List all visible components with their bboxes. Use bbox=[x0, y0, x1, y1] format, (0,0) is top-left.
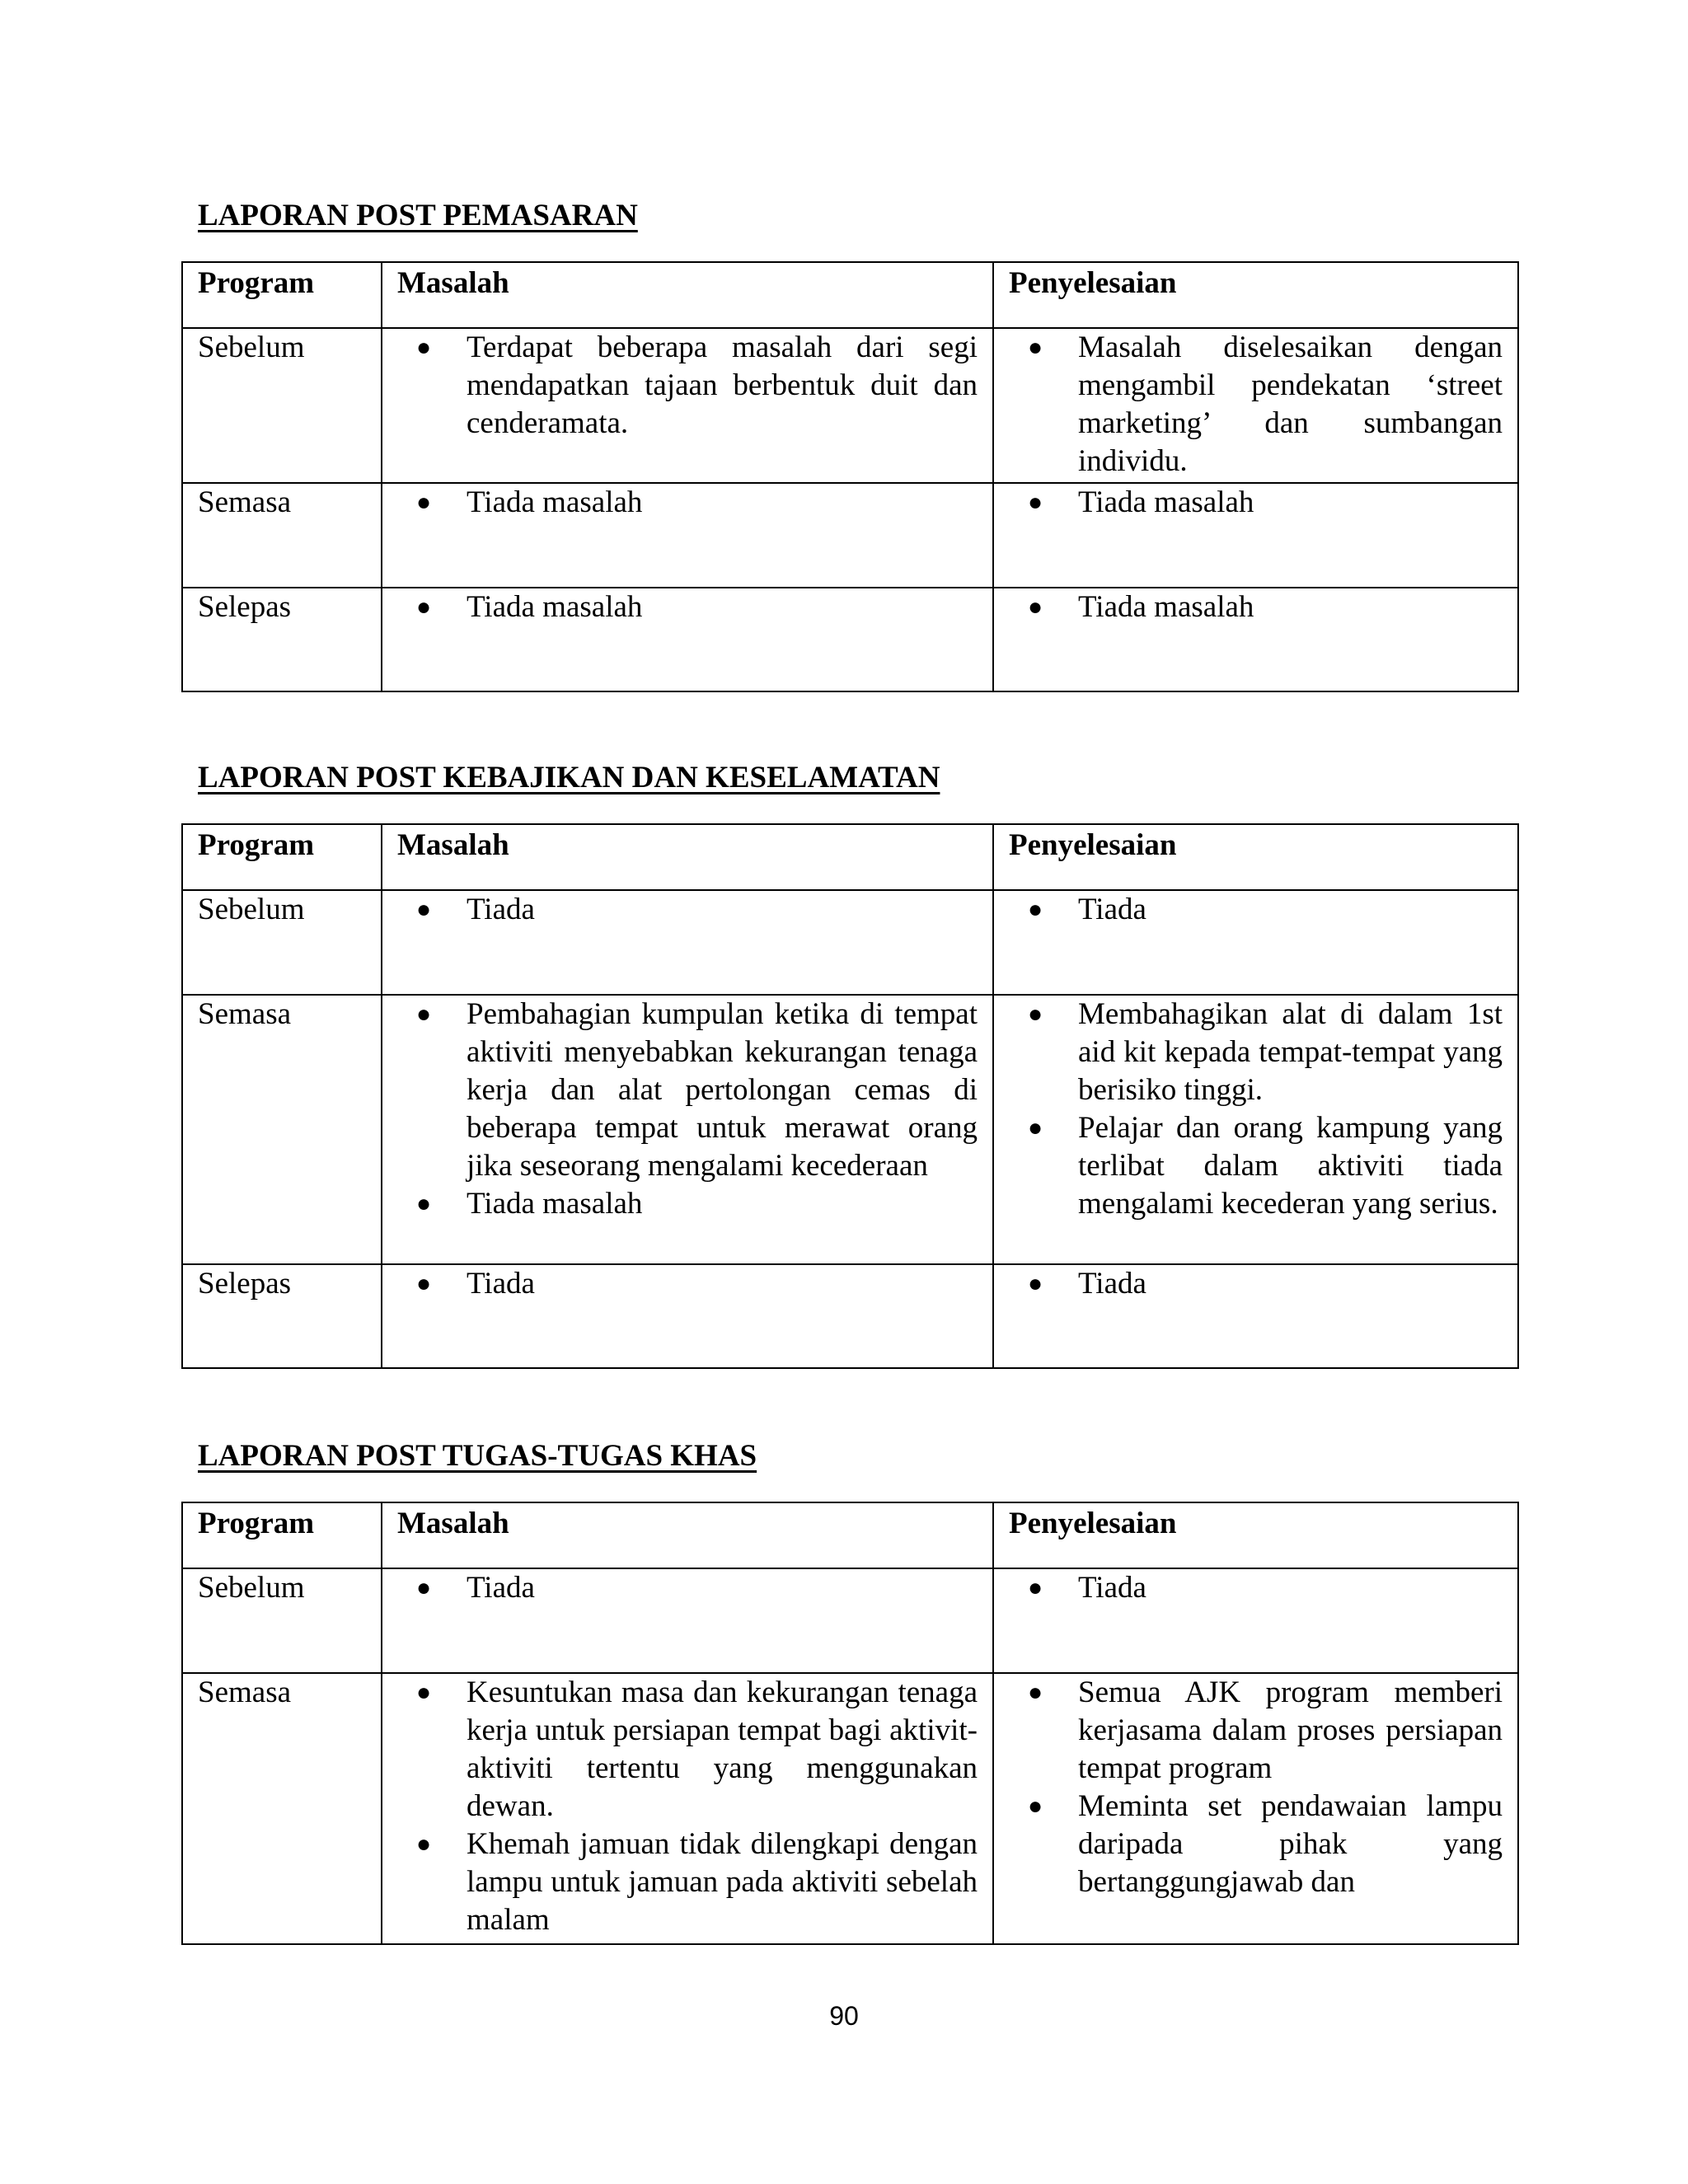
list-item-text: Pembahagian kumpulan ketika di tempat aktiviti menyebabkan kekurangan tenaga kerja dan alat pertolongan cemas di beberapa tempat untuk merawat orang jika seseorang mengalami kecederaan bbox=[467, 997, 978, 1183]
masalah-cell bbox=[382, 995, 993, 1264]
program-cell: Semasa bbox=[182, 483, 382, 588]
table-pemasaran bbox=[181, 261, 1519, 692]
list-item-text: Tiada masalah bbox=[467, 1187, 643, 1221]
masalah-cell bbox=[382, 890, 993, 995]
list-item-text: Terdapat beberapa masalah dari segi mendapatkan tajaan berbentuk duit dan cenderamata. bbox=[467, 330, 978, 440]
list-item bbox=[415, 484, 978, 522]
list-item-text: Tiada bbox=[1078, 893, 1146, 926]
list-item bbox=[1027, 1788, 1503, 1901]
list-item-text: Tiada bbox=[1078, 1267, 1146, 1301]
masalah-cell bbox=[382, 1673, 993, 1944]
table-row bbox=[182, 328, 1518, 483]
bullet-icon: ● bbox=[415, 1001, 432, 1028]
bullet-icon: ● bbox=[1027, 1574, 1043, 1601]
table-row bbox=[182, 1568, 1518, 1673]
list-item-text: Tiada bbox=[467, 1571, 535, 1605]
penyelesaian-list bbox=[1009, 484, 1503, 522]
masalah-list bbox=[397, 484, 978, 522]
list-item bbox=[415, 588, 978, 626]
table-kebajikan-keselamatan bbox=[181, 823, 1519, 1369]
bullet-icon: ● bbox=[415, 1830, 432, 1858]
bullet-icon: ● bbox=[1027, 1793, 1043, 1820]
program-cell: Semasa bbox=[182, 1673, 382, 1944]
penyelesaian-cell bbox=[993, 1568, 1518, 1673]
bullet-icon: ● bbox=[1027, 896, 1043, 923]
list-item-text: Tiada bbox=[467, 893, 535, 926]
masalah-cell bbox=[382, 1264, 993, 1368]
bullet-icon: ● bbox=[1027, 1270, 1043, 1297]
bullet-icon: ● bbox=[415, 489, 432, 516]
column-header-masalah: Masalah bbox=[382, 824, 993, 890]
list-item bbox=[415, 996, 978, 1185]
bullet-icon: ● bbox=[1027, 1114, 1043, 1141]
masalah-list bbox=[397, 1674, 978, 1939]
penyelesaian-cell bbox=[993, 1673, 1518, 1944]
masalah-cell bbox=[382, 328, 993, 483]
column-header-penyelesaian: Penyelesaian bbox=[993, 1502, 1518, 1568]
list-item bbox=[1027, 1569, 1503, 1607]
masalah-list bbox=[397, 1569, 978, 1607]
list-item bbox=[1027, 1109, 1503, 1223]
table-header-row bbox=[182, 262, 1518, 328]
program-cell: Selepas bbox=[182, 588, 382, 691]
program-cell: Selepas bbox=[182, 1264, 382, 1368]
table-row bbox=[182, 483, 1518, 588]
penyelesaian-list bbox=[1009, 891, 1503, 929]
bullet-icon: ● bbox=[1027, 1001, 1043, 1028]
list-item-text: Tiada masalah bbox=[467, 590, 643, 624]
penyelesaian-list bbox=[1009, 329, 1503, 480]
penyelesaian-cell bbox=[993, 1264, 1518, 1368]
list-item bbox=[1027, 329, 1503, 480]
section-title-pemasaran: LAPORAN POST PEMASARAN bbox=[198, 199, 638, 232]
bullet-icon: ● bbox=[415, 1679, 432, 1706]
program-cell: Sebelum bbox=[182, 328, 382, 483]
masalah-list bbox=[397, 891, 978, 929]
list-item bbox=[415, 1185, 978, 1223]
bullet-icon: ● bbox=[415, 1270, 432, 1297]
table-row bbox=[182, 995, 1518, 1264]
list-item-text: Tiada masalah bbox=[467, 485, 643, 519]
penyelesaian-list bbox=[1009, 1569, 1503, 1607]
masalah-list bbox=[397, 329, 978, 443]
masalah-list bbox=[397, 588, 978, 626]
column-header-masalah: Masalah bbox=[382, 1502, 993, 1568]
penyelesaian-cell bbox=[993, 588, 1518, 691]
list-item-text: Kesuntukan masa dan kekurangan tenaga kerja untuk persiapan tempat bagi aktivit-aktiviti tertentu yang menggunakan dewan. bbox=[467, 1675, 978, 1823]
list-item bbox=[415, 891, 978, 929]
penyelesaian-list bbox=[1009, 1265, 1503, 1303]
bullet-icon: ● bbox=[1027, 1679, 1043, 1706]
table-tugas-tugas-khas bbox=[181, 1502, 1519, 1945]
list-item-text: Masalah diselesaikan dengan mengambil pendekatan ‘street marketing’ dan sumbangan individu. bbox=[1078, 330, 1503, 478]
table-row bbox=[182, 1264, 1518, 1368]
penyelesaian-cell bbox=[993, 890, 1518, 995]
masalah-cell bbox=[382, 588, 993, 691]
column-header-program: Program bbox=[182, 1502, 382, 1568]
bullet-icon: ● bbox=[415, 1574, 432, 1601]
list-item bbox=[1027, 1265, 1503, 1303]
bullet-icon: ● bbox=[1027, 489, 1043, 516]
column-header-penyelesaian: Penyelesaian bbox=[993, 262, 1518, 328]
column-header-program: Program bbox=[182, 824, 382, 890]
bullet-icon: ● bbox=[415, 593, 432, 621]
penyelesaian-list bbox=[1009, 996, 1503, 1223]
bullet-icon: ● bbox=[415, 1190, 432, 1217]
list-item-text: Khemah jamuan tidak dilengkapi dengan lampu untuk jamuan pada aktiviti sebelah malam bbox=[467, 1827, 978, 1937]
bullet-icon: ● bbox=[1027, 593, 1043, 621]
section-title-tugas-tugas-khas: LAPORAN POST TUGAS-TUGAS KHAS bbox=[198, 1439, 757, 1473]
list-item bbox=[1027, 484, 1503, 522]
masalah-cell bbox=[382, 483, 993, 588]
table-header-row bbox=[182, 824, 1518, 890]
table-row bbox=[182, 890, 1518, 995]
penyelesaian-list bbox=[1009, 588, 1503, 626]
table-row bbox=[182, 588, 1518, 691]
program-cell: Semasa bbox=[182, 995, 382, 1264]
program-cell: Sebelum bbox=[182, 890, 382, 995]
list-item bbox=[415, 1569, 978, 1607]
program-cell: Sebelum bbox=[182, 1568, 382, 1673]
list-item bbox=[415, 1825, 978, 1939]
section-title-kebajikan-keselamatan: LAPORAN POST KEBAJIKAN DAN KESELAMATAN bbox=[198, 761, 940, 794]
table-header-row bbox=[182, 1502, 1518, 1568]
masalah-list bbox=[397, 996, 978, 1223]
list-item-text: Pelajar dan orang kampung yang terlibat dalam aktiviti tiada mengalami kecederan yang serius. bbox=[1078, 1111, 1503, 1221]
list-item-text: Semua AJK program memberi kerjasama dalam proses persiapan tempat program bbox=[1078, 1675, 1503, 1785]
list-item bbox=[1027, 1674, 1503, 1788]
list-item-text: Tiada bbox=[467, 1267, 535, 1301]
list-item-text: Membahagikan alat di dalam 1st aid kit kepada tempat-tempat yang berisiko tinggi. bbox=[1078, 997, 1503, 1107]
column-header-penyelesaian: Penyelesaian bbox=[993, 824, 1518, 890]
list-item bbox=[415, 1265, 978, 1303]
bullet-icon: ● bbox=[415, 896, 432, 923]
list-item bbox=[1027, 996, 1503, 1109]
penyelesaian-cell bbox=[993, 995, 1518, 1264]
masalah-cell bbox=[382, 1568, 993, 1673]
page-number: 90 bbox=[829, 2001, 859, 2031]
penyelesaian-cell bbox=[993, 483, 1518, 588]
column-header-masalah: Masalah bbox=[382, 262, 993, 328]
list-item bbox=[415, 1674, 978, 1825]
penyelesaian-list bbox=[1009, 1674, 1503, 1901]
penyelesaian-cell bbox=[993, 328, 1518, 483]
bullet-icon: ● bbox=[415, 334, 432, 361]
list-item-text: Tiada masalah bbox=[1078, 590, 1254, 624]
column-header-program: Program bbox=[182, 262, 382, 328]
list-item bbox=[415, 329, 978, 443]
list-item bbox=[1027, 891, 1503, 929]
list-item-text: Tiada masalah bbox=[1078, 485, 1254, 519]
table-row bbox=[182, 1673, 1518, 1944]
list-item-text: Tiada bbox=[1078, 1571, 1146, 1605]
masalah-list bbox=[397, 1265, 978, 1303]
list-item-text: Meminta set pendawaian lampu daripada pihak yang bertanggungjawab dan bbox=[1078, 1789, 1503, 1899]
list-item bbox=[1027, 588, 1503, 626]
bullet-icon: ● bbox=[1027, 334, 1043, 361]
